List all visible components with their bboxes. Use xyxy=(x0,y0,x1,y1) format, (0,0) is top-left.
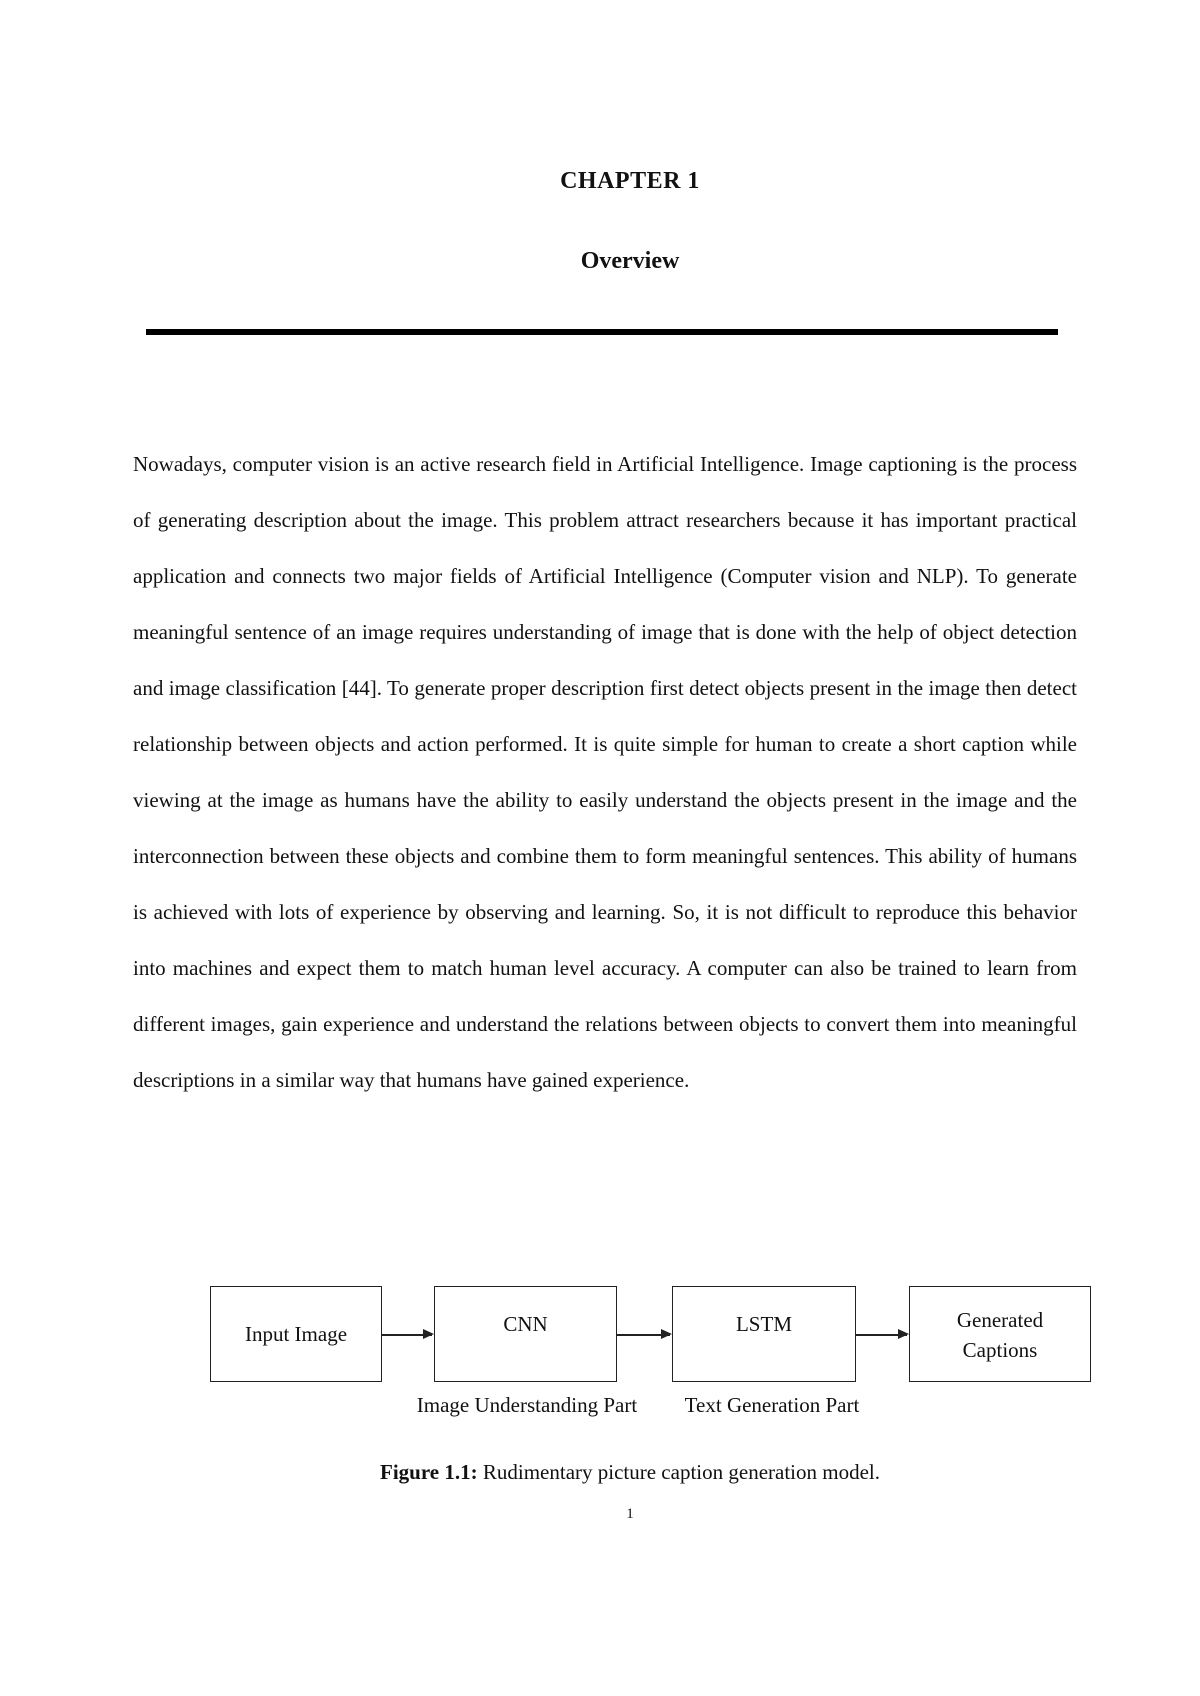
arrow-cnn-to-lstm xyxy=(617,1334,670,1336)
pipeline-figure xyxy=(206,1286,1096,1446)
input-image-box xyxy=(210,1286,382,1382)
generated-captions-box xyxy=(909,1286,1091,1382)
cnn-box xyxy=(434,1286,617,1382)
lstm-label: LSTM xyxy=(735,1312,792,1336)
chapter-title: Overview xyxy=(580,248,680,274)
lstm-box xyxy=(672,1286,856,1382)
text-generation-part-label: Text Generation Part xyxy=(684,1393,860,1417)
arrow-input-to-cnn xyxy=(382,1334,432,1336)
figure-caption xyxy=(0,1460,1200,1485)
image-understanding-part-label: Image Understanding Part xyxy=(416,1393,638,1417)
page-number: 1 xyxy=(626,1506,634,1522)
chapter-heading: CHAPTER 1 xyxy=(560,168,700,194)
figure-caption-text: Rudimentary picture caption generation model. xyxy=(482,1460,880,1484)
generated-captions-label: Generated Captions xyxy=(956,1308,1044,1362)
cnn-label: CNN xyxy=(503,1312,548,1336)
heading-rule xyxy=(146,329,1058,335)
arrow-lstm-to-output xyxy=(856,1334,907,1336)
input-image-label: Input Image xyxy=(244,1322,348,1346)
body-paragraph: Nowadays, computer vision is an active research field in Artificial Intelligence. Image captioning is the process of generating description about the image. This problem attract researchers because it has important practical application and connects two major fields of Artificial Intelligence (Computer vision and NLP). To generate meaningful sentence of an image requires understanding of image that is done with the help of object detection and image classification [44]. To generate proper description first detect objects present in the image then detect relationship between objects and action performed. It is quite simple for human to create a short caption while viewing at the image as humans have the ability to easily understand the objects present in the image and the interconnection between these objects and combine them to form meaningful sentences. This ability of humans is achieved with lots of experience by observing and learning. So, it is not difficult to reproduce this behavior into machines and expect them to match human level accuracy. A computer can also be trained to learn from different images, gain experience and understand the relations between objects to convert them into meaningful descriptions in a similar way that humans have gained experience. xyxy=(133,452,1077,1092)
figure-caption-label: Figure 1.1: xyxy=(380,1460,478,1484)
